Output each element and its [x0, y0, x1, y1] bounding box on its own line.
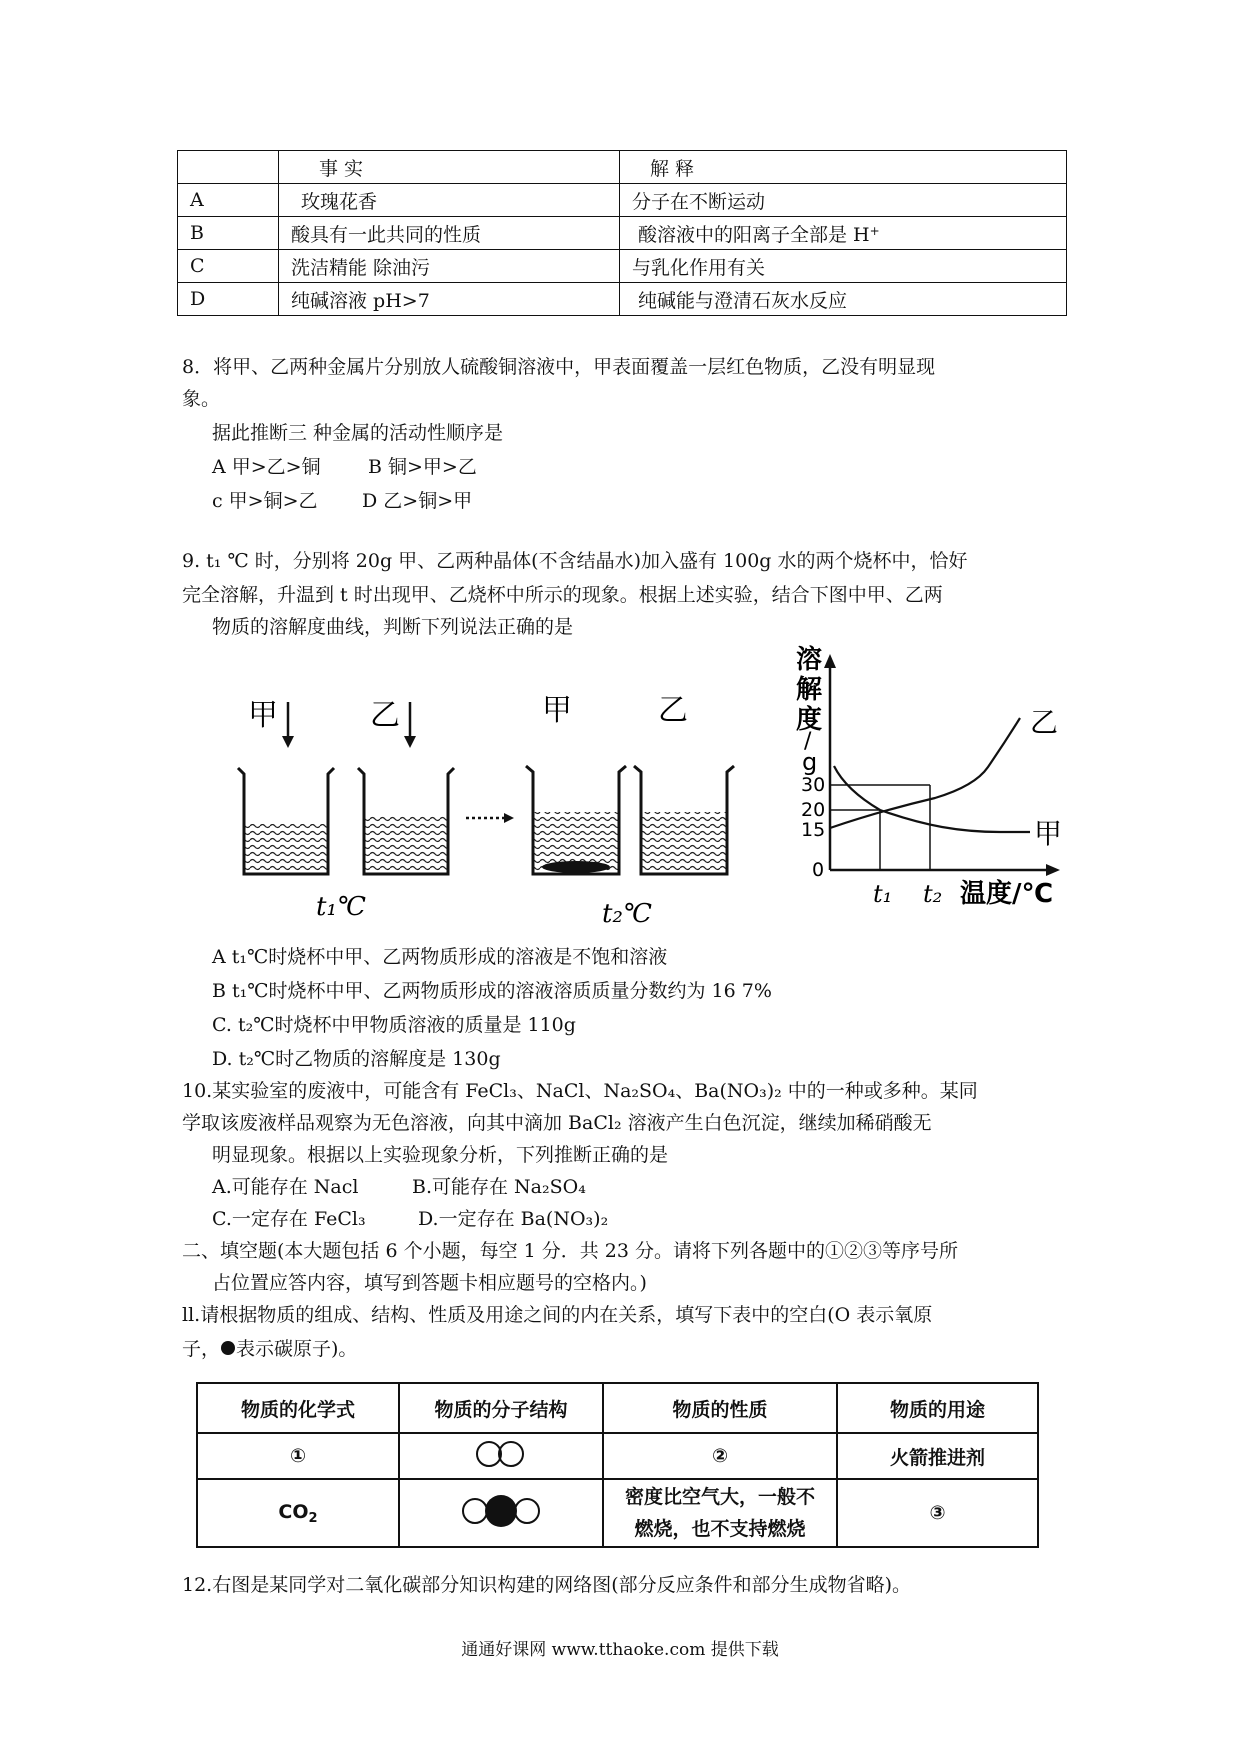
curve-jia [834, 766, 1000, 832]
property-line: 燃烧，也不支持燃烧 [634, 1518, 806, 1540]
dotted-arrow-icon [466, 813, 514, 823]
fact-cell: 酸具有一此共同的性质 [279, 217, 620, 250]
solubility-chart [796, 644, 1062, 909]
q12-line1: 12.右图是某同学对二氧化碳部分知识构建的网络图(部分反应条件和部分生成物省略)。 [182, 1574, 912, 1596]
q8-option-a: A 甲>乙>铜 [212, 456, 321, 478]
table-header-cell: 物质的化学式 [197, 1383, 399, 1433]
q9-option-c: C. t₂℃时烧杯中甲物质溶液的质量是 110g [212, 1014, 576, 1036]
y-tick-label: 0 [812, 859, 825, 881]
option-cell: C [178, 250, 279, 283]
table-row [197, 1433, 1038, 1479]
beaker-yi-t2 [634, 766, 734, 874]
y-tick-label: 20 [801, 799, 826, 821]
carbon-atom-icon [220, 1335, 236, 1365]
y-axis-arrow [824, 654, 836, 668]
option-cell: B [178, 217, 279, 250]
table-header-cell: 解 释 [620, 151, 1067, 184]
beaker-yi-t1 [358, 768, 454, 874]
q10-line2: 学取该废液样品观察为无色溶液，向其中滴加 BaCl₂ 溶液产生白色沉淀，继续加稀硝酸无 [182, 1112, 932, 1134]
table-header-cell: 物质的分子结构 [399, 1383, 603, 1433]
beaker-jia-t1 [238, 768, 334, 874]
beaker-label-jia: 甲 [248, 698, 278, 733]
table-header-row [197, 1383, 1038, 1433]
q9-line2: 完全溶解，升温到 t 时出现甲、乙烧杯中所示的现象。根据上述实验，结合下图中甲、乙两 [182, 584, 943, 606]
property-cell [603, 1479, 837, 1547]
fact-explain-table [177, 150, 1067, 316]
q8-line2: 象。 [182, 388, 221, 410]
page-footer: 通通好课网 www.tthaoke.com 提供下载 [461, 1640, 779, 1660]
table-row [178, 250, 1067, 283]
section2-line1: 二、填空题(本大题包括 6 个小题，每空 1 分．共 23 分。请将下列各题中的①②③等序号所 [182, 1240, 959, 1262]
arrow-down-icon [404, 702, 416, 748]
q10-option-b: B.可能存在 Na₂SO₄ [412, 1176, 586, 1198]
beaker-label-yi: 乙 [370, 698, 400, 733]
fact-cell: 玫瑰花香 [279, 184, 620, 217]
explain-cell: 纯碱能与澄清石灰水反应 [620, 283, 1067, 316]
q10-option-c: C.一定存在 FeCl₃ [212, 1208, 366, 1230]
y-tick-label: 15 [801, 819, 826, 841]
option-cell: A [178, 184, 279, 217]
section2-line2: 占位置应答内容，填写到答题卡相应题号的空格内。) [212, 1272, 647, 1294]
table-row [197, 1479, 1038, 1547]
formula-cell: ① [197, 1433, 399, 1479]
q9-option-a: A t₁℃时烧杯中甲、乙两物质形成的溶液是不饱和溶液 [212, 946, 668, 968]
solubility-figure [230, 640, 1080, 940]
table-header-cell: 事 实 [279, 151, 620, 184]
q9-option-d: D. t₂℃时乙物质的溶解度是 130g [212, 1048, 501, 1070]
option-cell: D [178, 283, 279, 316]
q11-line2-start: 子， [182, 1338, 221, 1360]
structure-cell [399, 1433, 603, 1479]
x-axis-label: 温度/℃ [960, 879, 1053, 909]
q9-option-b: B t₁℃时烧杯中甲、乙两物质形成的溶液溶质质量分数约为 16 7% [212, 980, 772, 1002]
q8-line1: 8．将甲、乙两种金属片分别放人硫酸铜溶液中，甲表面覆盖一层红色物质，乙没有明显现 [182, 356, 936, 378]
q11-line1: ll.请根据物质的组成、结构、性质及用途之间的内在关系，填写下表中的空白(O 表示氧原 [182, 1304, 933, 1326]
use-cell: 火箭推进剂 [837, 1433, 1038, 1479]
y-label-char: 度 [796, 705, 823, 735]
x-tick-label: t₁ [873, 880, 893, 908]
y-label-char: 溶 [796, 645, 823, 675]
arrow-down-icon [282, 702, 294, 748]
q8-option-d: D 乙>铜>甲 [362, 490, 473, 512]
formula-cell [197, 1479, 399, 1547]
table-row [178, 283, 1067, 316]
q8-option-c: c 甲>铜>乙 [212, 490, 318, 512]
q11-line2-end: 表示碳原子)。 [236, 1338, 358, 1360]
q9-line1: 9. t₁ ℃ 时，分别将 20g 甲、乙两种晶体(不含结晶水)加入盛有 100g 水的两个烧杯中，恰好 [182, 550, 968, 572]
y-tick-label: 30 [801, 774, 826, 796]
fact-cell: 洗洁精能 除油污 [279, 250, 620, 283]
explain-cell: 与乳化作用有关 [620, 250, 1067, 283]
q8-line3: 据此推断三 种金属的活动性顺序是 [212, 422, 504, 444]
use-cell: ③ [837, 1479, 1038, 1547]
table-header-cell: 物质的用途 [837, 1383, 1038, 1433]
structure-cell [399, 1479, 603, 1547]
y-label-char: g [802, 748, 818, 776]
x-axis-arrow [1046, 864, 1060, 876]
oxygen-molecule-icon [469, 1438, 533, 1470]
q10-line1: 10.某实验室的废液中，可能含有 FeCl₃、NaCl、Na₂SO₄、Ba(NO₃)₂ 中的一种或多种。某同 [182, 1080, 978, 1102]
superscript: + [869, 223, 880, 238]
table-row [178, 184, 1067, 217]
explain-cell [620, 217, 1067, 250]
explain-cell: 分子在不断运动 [620, 184, 1067, 217]
x-tick-label: t₂ [923, 880, 943, 908]
fact-cell: 纯碱溶液 pH>7 [279, 283, 620, 316]
property-cell: ② [603, 1433, 837, 1479]
q8-option-b: B 铜>甲>乙 [368, 456, 477, 478]
table-header-cell: 物质的性质 [603, 1383, 837, 1433]
t1-label: t₁℃ [316, 892, 366, 922]
curve-label-yi: 乙 [1030, 706, 1059, 739]
beaker-jia-t2 [526, 766, 626, 874]
carbon-dioxide-molecule-icon [453, 1493, 549, 1529]
table-row [178, 217, 1067, 250]
subscript: 2 [308, 1510, 318, 1526]
property-line: 密度比空气大，一般不 [624, 1486, 815, 1508]
table-header-cell [178, 151, 279, 184]
q9-line3: 物质的溶解度曲线，判断下列说法正确的是 [212, 616, 574, 638]
beaker-label-jia-t2: 甲 [542, 693, 572, 728]
curve-yi [830, 718, 1020, 828]
q11-line2 [182, 1334, 357, 1365]
table-header-row [178, 151, 1067, 184]
q10-option-a: A.可能存在 Nacl [212, 1176, 359, 1198]
formula-text: CO [278, 1500, 309, 1523]
substance-table [196, 1382, 1039, 1548]
curve-label-jia: 甲 [1034, 817, 1063, 850]
y-label-char: 解 [796, 675, 823, 705]
t2-label: t₂℃ [602, 899, 652, 929]
q10-line3: 明显现象。根据以上实验现象分析，下列推断正确的是 [212, 1144, 669, 1166]
y-label-char: / [804, 729, 812, 754]
explain-text: 酸溶液中的阳离子全部是 H [638, 223, 870, 246]
beaker-label-yi-t2: 乙 [658, 693, 688, 728]
q10-option-d: D.一定存在 Ba(NO₃)₂ [418, 1208, 609, 1230]
